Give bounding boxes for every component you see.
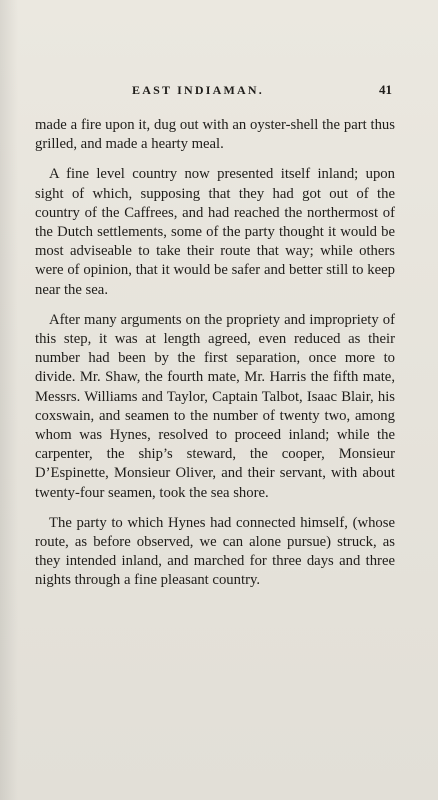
page-header [132,80,392,100]
paragraph-4: The party to which Hynes had connected himself, (whose route, as before observed, we can alone pursue) struck, as they intended inland, and marched for three days and three nights through a fine pleasant country. [35,514,395,589]
page-text [35,116,395,591]
page-number: 41 [379,82,392,97]
running-head: EAST INDIAMAN. [132,82,264,97]
paragraph-3: After many arguments on the propriety and impropriety of this step, it was at length agreed, even reduced as their number had been by the first separation, once more to divide. Mr. Shaw, the fourth mate, Mr. Harris the fifth mate, Messrs. Williams and Taylor, Captain Talbot, Isaac Blair, his coxswain, and seamen to the number of twenty two, among whom was Hynes, resolved to proceed inland; while the carpenter, the ship’s steward, the cooper, Monsieur D’Espinette, Monsieur Oliver, and their servant, with about twenty-four seamen, took the sea shore. [35,311,395,501]
paragraph-1: made a fire upon it, dug out with an oyster-shell the part thus grilled, and made a hearty meal. [35,117,395,153]
paragraph-2: A fine level country now presented itself inland; upon sight of which, supposing that they had got out of the country of the Caffrees, and had reached the northermost of the Dutch settlements, some of the party thought it would be most adviseable to take their route that way; while others were of opinion, that it would be safer and better still to keep near the sea. [35,166,395,298]
